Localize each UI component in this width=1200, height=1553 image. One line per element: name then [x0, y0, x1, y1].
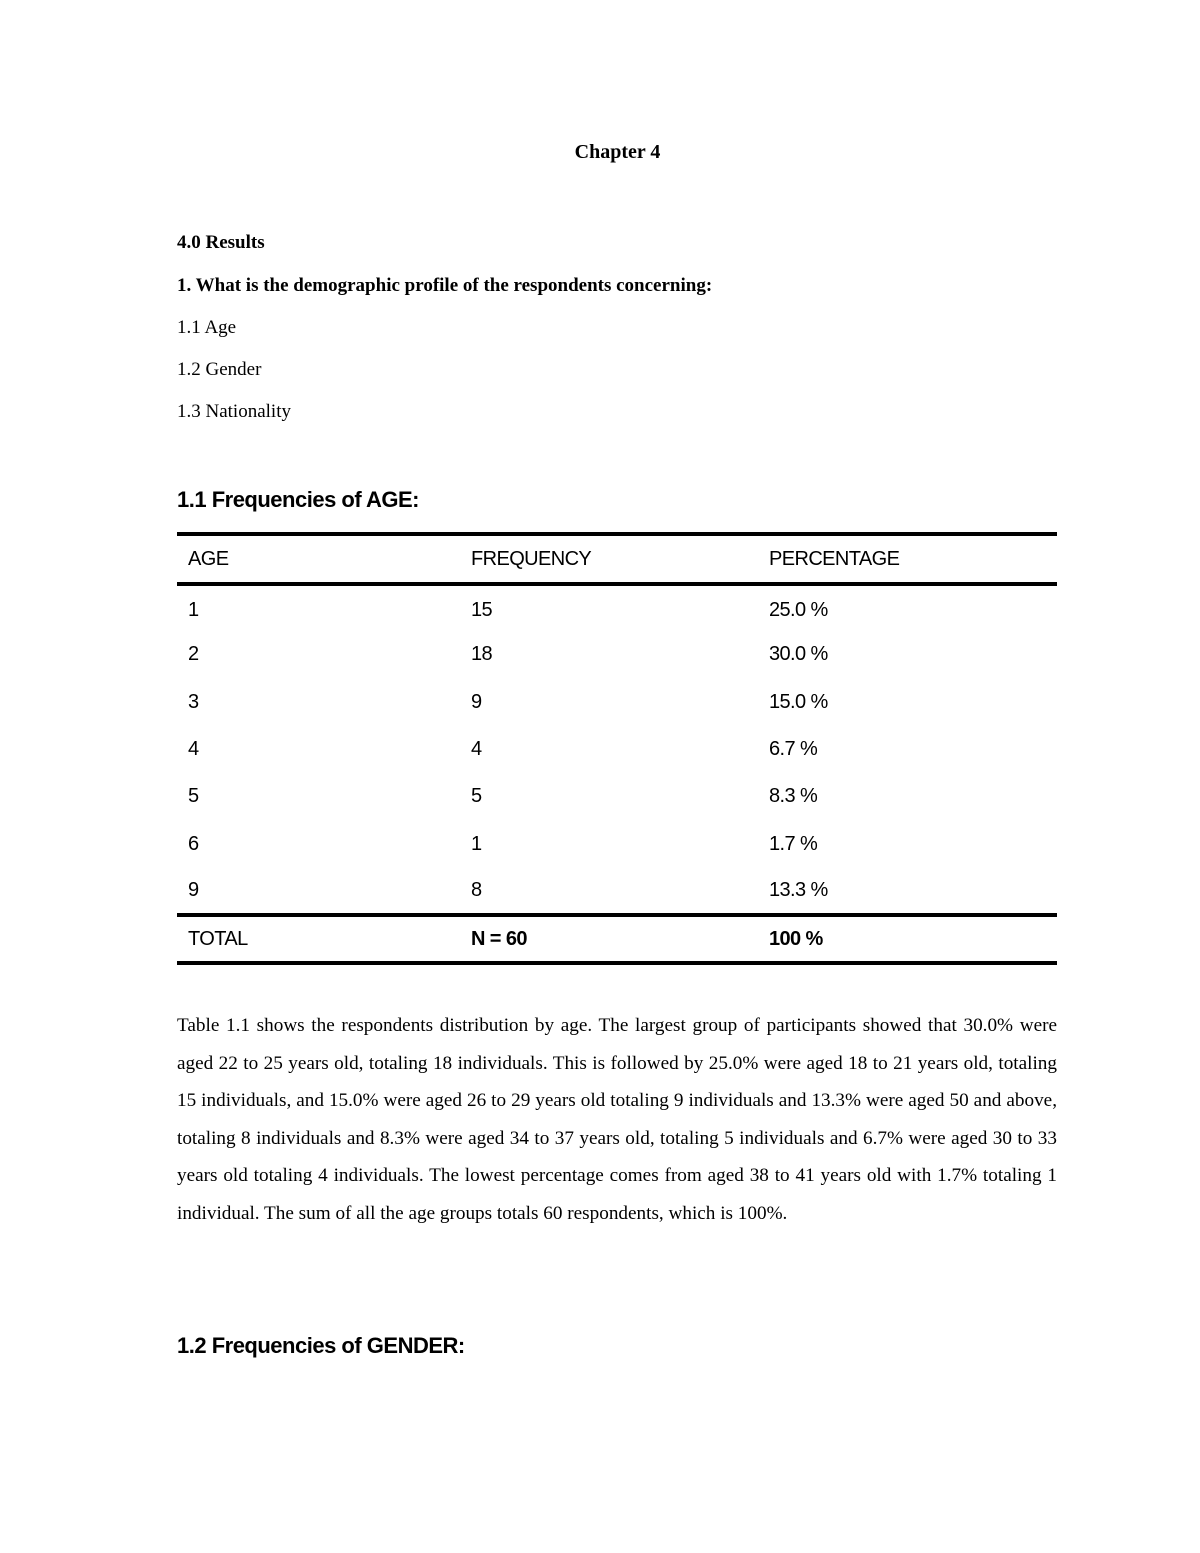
- cell-percentage: 25.0 %: [769, 599, 828, 622]
- column-header-age: AGE: [188, 547, 229, 570]
- cell-percentage: 8.3 %: [769, 785, 818, 808]
- cell-total-label: TOTAL: [188, 927, 248, 950]
- table-row: [177, 820, 1057, 867]
- cell-age: 6: [188, 832, 199, 855]
- results-heading: 4.0 Results: [177, 232, 265, 253]
- cell-percentage: 30.0 %: [769, 643, 828, 666]
- age-frequency-table: [177, 532, 1057, 965]
- table-row: [177, 868, 1057, 915]
- table-row: [177, 726, 1057, 773]
- cell-frequency: 15: [471, 599, 493, 622]
- cell-age: 5: [188, 785, 199, 808]
- table-row: [177, 679, 1057, 726]
- cell-frequency: 4: [471, 738, 482, 761]
- cell-percentage: 6.7 %: [769, 738, 818, 761]
- cell-age: 3: [188, 690, 199, 713]
- sub-item-gender: 1.2 Gender: [177, 359, 262, 380]
- table-total-row: [177, 915, 1057, 963]
- cell-total-percentage: 100 %: [769, 927, 823, 950]
- table-row: [177, 584, 1057, 631]
- cell-percentage: 15.0 %: [769, 690, 828, 713]
- cell-total-frequency: N = 60: [471, 927, 527, 950]
- age-section-heading: 1.1 Frequencies of AGE:: [177, 487, 419, 512]
- cell-frequency: 5: [471, 785, 482, 808]
- gender-section-heading: 1.2 Frequencies of GENDER:: [177, 1333, 465, 1358]
- table-description-paragraph: Table 1.1 shows the respondents distribution by age. The largest group of participants showed that 30.0% were aged 22 to 25 years old, totaling 18 individuals. This is followed by 25.0% were aged 18 to 21 years old, totaling 15 individuals, and 15.0% were aged 26 to 29 years old totaling 9 individuals and 13.3% were aged 50 and above, totaling 8 individuals and 8.3% were aged 34 to 37 years old, totaling 5 individuals and 6.7% were aged 30 to 33 years old totaling 4 individuals. The lowest percentage comes from aged 38 to 41 years old with 1.7% totaling 1 individual. The sum of all the age groups totals 60 respondents, which is 100%.: [177, 1015, 1057, 1224]
- sub-item-age: 1.1 Age: [177, 317, 237, 338]
- column-header-frequency: FREQUENCY: [471, 547, 592, 570]
- chapter-title: Chapter 4: [574, 141, 661, 163]
- cell-percentage: 1.7 %: [769, 832, 818, 855]
- cell-frequency: 8: [471, 878, 482, 901]
- sub-item-nationality: 1.3 Nationality: [177, 401, 291, 422]
- column-header-percentage: PERCENTAGE: [769, 547, 900, 570]
- cell-frequency: 18: [471, 643, 493, 666]
- cell-percentage: 13.3 %: [769, 878, 828, 901]
- cell-age: 2: [188, 643, 199, 666]
- table-header-row: [177, 534, 1057, 584]
- cell-frequency: 9: [471, 690, 482, 713]
- table-row: [177, 631, 1057, 678]
- research-question: 1. What is the demographic profile of the respondents concerning:: [177, 275, 713, 296]
- table-row: [177, 773, 1057, 820]
- cell-frequency: 1: [471, 832, 482, 855]
- cell-age: 1: [188, 599, 199, 622]
- cell-age: 4: [188, 738, 199, 761]
- cell-age: 9: [188, 878, 199, 901]
